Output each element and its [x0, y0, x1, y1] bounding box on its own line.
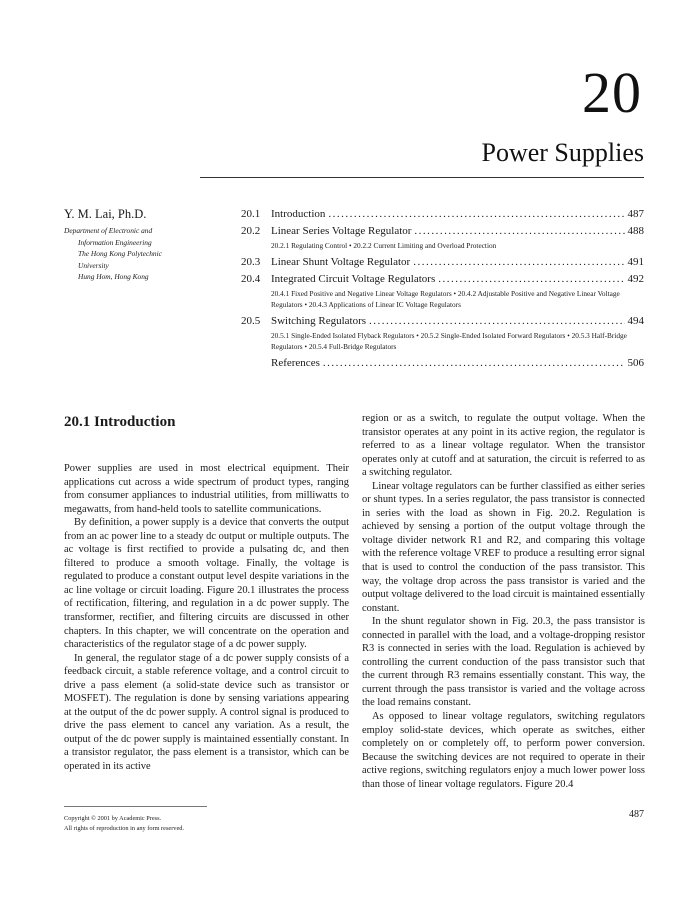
toc-number: 20.5 — [241, 314, 261, 327]
right-column — [362, 412, 645, 791]
toc-leader-dots — [413, 255, 624, 269]
chapter-number: 20 — [582, 60, 642, 125]
toc-leader-dots — [414, 224, 624, 238]
toc-page: 492 — [627, 272, 644, 285]
section-heading: 20.1 Introduction — [64, 414, 176, 430]
author-name: Y. M. Lai, Ph.D. — [64, 207, 147, 221]
body-paragraph: By definition, a power supply is a device that converts the output from an ac power line to a steady dc output or multiple outputs. The ac voltage is first rectified to provide a pulsating dc, and then filtered to produce a smooth voltage. Finally, the voltage is regulated to produce a constant output level despite variations in the ac line voltage or circuit loading. Figure 20.1 illustrates the process of rectification, filtering, and regulation in a dc power supply. The transformer, rectifier, and filtering circuits are discussed in other chapters. In this chapter, we will concentrate on the operation and characteristics of the regulator stage of a dc power supply. — [64, 517, 349, 651]
rights-line: All rights of reproduction in any form reserved. — [64, 825, 184, 832]
toc-page: 494 — [627, 314, 644, 327]
toc-subsections: 20.5.1 Single-Ended Isolated Flyback Regulators • 20.5.2 Single-Ended Isolated Forward Regulators • 20.5.3 Half-Bridge Regulators • 20.5.4 Full-Bridge Regulators — [271, 330, 627, 351]
toc-page: 487 — [627, 208, 644, 220]
body-paragraph: In the shunt regulator shown in Fig. 20.3, the pass transistor is connected in parallel with the load, and a voltage-dropping resistor R3 is connected in series with the load. Regulation is achieved by controlling the current conduction of the pass transistor such that the current through R3 remains essentially constant. This way, the current through the pass transistor is varied and the voltage across the load remains constant. — [362, 616, 645, 709]
toc-entry[interactable] — [241, 272, 644, 311]
left-column — [64, 412, 349, 774]
toc-entry[interactable] — [241, 207, 644, 221]
toc-leader-dots — [369, 314, 624, 328]
toc-entry[interactable] — [241, 224, 644, 252]
toc-leader-dots — [323, 356, 625, 370]
author-block — [64, 207, 234, 283]
body-paragraph: In general, the regulator stage of a dc power supply consists of a feedback circuit, a stable reference voltage, and a control circuit to drive a pass element (a solid-state device such as transistor or MOSFET). The regulation is done by sensing variations appearing at the output of the dc power supply. A control signal is produced to drive the pass element to cancel any variation. As a result, the output of the dc power supply is maintained essentially constant. In a transistor regulator, the pass element is a transistor, which can be operated in its active — [64, 652, 349, 773]
body-paragraph: Linear voltage regulators can be further classified as either series or shunt types. In a series regulator, the pass transistor is connected in series with the load as shown in Fig. 20.2. Regulation is achieved by sensing a portion of the output voltage through the voltage divider network R1 and R2, and comparing this voltage with the reference voltage VREF to produce a resulting error signal that is used to control the conduction of the pass transistor. This way, the voltage drop across the pass transistor is varied and the output voltage delivered to the load circuit is maintained essentially constant. — [362, 480, 645, 614]
toc-subsections: 20.4.1 Fixed Positive and Negative Linear Voltage Regulators • 20.4.2 Adjustable Positive and Negative Linear Voltage Regulators • 20.4.3 Applications of Linear IC Voltage Regulators — [271, 288, 620, 309]
title-rule — [200, 177, 644, 178]
toc-number: 20.3 — [241, 255, 261, 268]
affiliation-line: University — [78, 260, 109, 270]
affiliation-line: The Hong Kong Polytechnic — [78, 249, 162, 258]
toc-title: Integrated Circuit Voltage Regulators — [271, 272, 436, 285]
affiliation-line: Information Engineering — [78, 237, 152, 247]
page-number: 487 — [629, 809, 644, 820]
toc-title: References — [271, 356, 320, 369]
toc-title: Linear Series Voltage Regulator — [271, 225, 412, 237]
toc-page: 506 — [627, 356, 644, 369]
toc-entry[interactable] — [241, 255, 644, 269]
toc-leader-dots — [438, 272, 624, 286]
author-affiliation — [64, 225, 234, 283]
toc-number: 20.1 — [241, 208, 261, 220]
body-paragraph: Power supplies are used in most electrical equipment. Their applications cut across a wide spectrum of product types, ranging from consumer appliances to industrial utilities, from milliwatts to megawatts, from hand-held tools to satellite communications. — [64, 463, 349, 515]
copyright-line: Copyright © 2001 by Academic Press. — [64, 815, 162, 822]
toc-entry[interactable] — [241, 356, 644, 370]
toc-title: Introduction — [271, 208, 326, 220]
toc-number: 20.4 — [241, 272, 261, 285]
chapter-title: Power Supplies — [481, 138, 644, 167]
toc-number: 20.2 — [241, 225, 261, 237]
toc-title: Linear Shunt Voltage Regulator — [271, 255, 411, 268]
table-of-contents — [241, 207, 644, 373]
toc-subsections: 20.2.1 Regulating Control • 20.2.2 Current Limiting and Overload Protection — [271, 241, 497, 250]
toc-page: 491 — [627, 255, 644, 268]
toc-entry[interactable] — [241, 314, 644, 353]
affiliation-line: Department of Electronic and — [64, 226, 153, 235]
toc-title: Switching Regulators — [271, 314, 367, 327]
footnote-rule — [64, 806, 207, 807]
toc-page: 488 — [627, 225, 644, 237]
body-paragraph: region or as a switch, to regulate the output voltage. When the transistor operates at any point in its active region, the regulator is referred to as a linear voltage regulator. When the transistor operates only at cutoff and at saturation, the circuit is referred to as a switching regulator. — [362, 413, 645, 479]
affiliation-line: Hung Hom, Hong Kong — [78, 272, 149, 281]
body-paragraph: As opposed to linear voltage regulators, switching regulators employ solid-state devices, which operate as switches, either completely on or completely off, to perform power conversion. Because the switching devices are not required to operate in their active regions, switching regulators enjoy a much lower power loss than those of linear voltage regulators. Figure 20.4 — [362, 711, 645, 790]
copyright-notice — [64, 814, 184, 834]
toc-leader-dots — [328, 207, 624, 221]
